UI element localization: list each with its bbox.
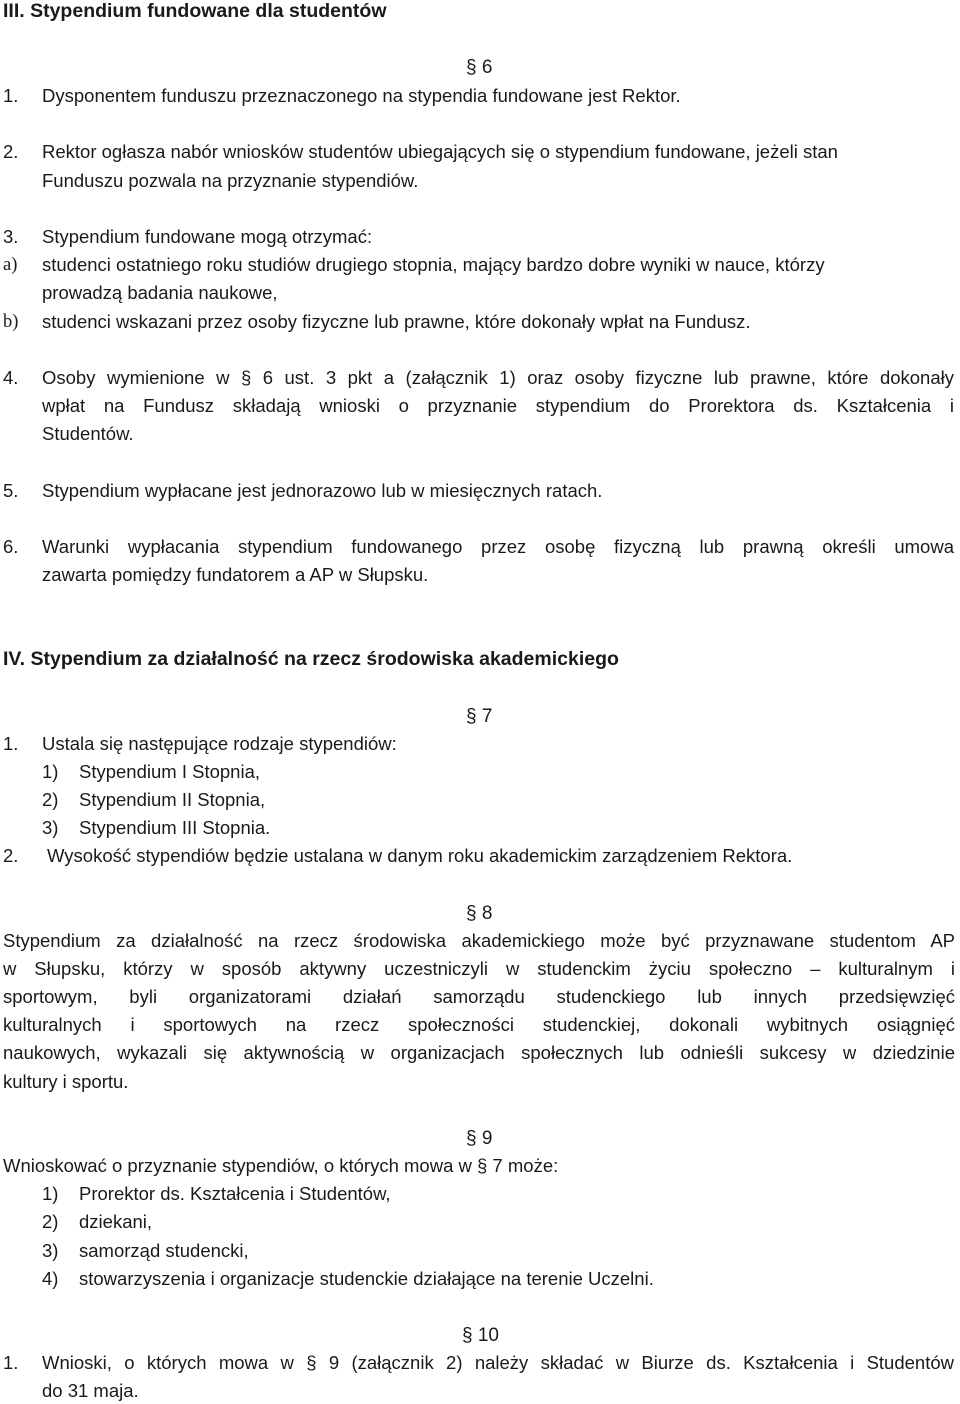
sub-item-text: studenci wskazani przez osoby fizyczne lub prawne, które dokonały wpłat na Fundusz. (42, 311, 751, 332)
item-text: do 31 maja. (42, 1380, 139, 1401)
list-item-number: 4) (42, 1268, 59, 1289)
list-item-text: stowarzyszenia i organizacje studenckie działające na terenie Uczelni. (79, 1268, 654, 1289)
paragraph-line: Stypendium za działalność na rzecz środowiska akademickiego może być przyznawane studentom AP (3, 930, 955, 951)
sub-item-number: 2) (42, 789, 59, 810)
item-text: Rektor ogłasza nabór wniosków studentów ubiegających się o stypendium fundowane, jeżeli stan (42, 141, 838, 162)
paragraph-line: naukowych, wykazali się aktywnością w organizacjach społecznych lub odnieśli sukcesy w dziedzinie (3, 1042, 955, 1063)
item-text: Ustala się następujące rodzaje stypendiów: (42, 733, 397, 754)
item-text: Wysokość stypendiów będzie ustalana w danym roku akademickim zarządzeniem Rektora. (47, 845, 793, 866)
paragraph-line: kultury i sportu. (3, 1071, 129, 1092)
item-number: 2. (3, 845, 19, 866)
item-text: wpłat na Fundusz składają wnioski o przyznanie stypendium do Prorektora ds. Kształcenia i (42, 395, 954, 416)
paragraph-intro: Wnioskować o przyznanie stypendiów, o których mowa w § 7 może: (3, 1155, 559, 1176)
sub-item-text: Stypendium III Stopnia. (79, 817, 271, 838)
list-item-number: 2) (42, 1211, 59, 1232)
item-text: Stypendium fundowane mogą otrzymać: (42, 226, 373, 247)
item-text: Dysponentem funduszu przeznaczonego na stypendia fundowane jest Rektor. (42, 85, 681, 106)
section-4-heading: IV. Stypendium za działalność na rzecz środowiska akademickiego (3, 648, 619, 670)
list-item-text: samorząd studencki, (79, 1240, 249, 1261)
item-text: Studentów. (42, 423, 134, 444)
item-text: Funduszu pozwala na przyznanie stypendiów. (42, 170, 419, 191)
item-text: Stypendium wypłacane jest jednorazowo lub w miesięcznych ratach. (42, 480, 603, 501)
section-3-heading: III. Stypendium fundowane dla studentów (3, 0, 387, 22)
sub-item-text: prowadzą badania naukowe, (42, 282, 278, 303)
paragraph-mark-6: § 6 (466, 57, 493, 78)
item-text: Wnioski, o których mowa w § 9 (załącznik 2) należy składać w Biurze ds. Kształcenia i Studentów (42, 1352, 954, 1373)
paragraph-mark-8: § 8 (466, 903, 493, 924)
paragraph-mark-9: § 9 (466, 1128, 493, 1149)
sub-item-text: studenci ostatniego roku studiów drugiego stopnia, mający bardzo dobre wyniki w nauce, którzy (42, 254, 825, 275)
sub-item-number: 1) (42, 761, 59, 782)
item-number: 1. (3, 85, 19, 106)
item-number: 3. (3, 226, 19, 247)
list-item-number: 3) (42, 1240, 59, 1261)
paragraph-line: sportowym, byli organizatorami działań samorządu studenckiego lub innych przedsięwzięć (3, 986, 955, 1007)
sub-item-number: 3) (42, 817, 59, 838)
sub-item-letter: a) (3, 255, 18, 275)
list-item-text: dziekani, (79, 1211, 153, 1232)
item-text: Osoby wymienione w § 6 ust. 3 pkt a (załącznik 1) oraz osoby fizyczne lub prawne, które dokonały (42, 367, 954, 388)
paragraph-mark-7: § 7 (466, 706, 493, 727)
item-number: 4. (3, 367, 19, 388)
sub-item-text: Stypendium I Stopnia, (79, 761, 260, 782)
paragraph-mark-10: § 10 (462, 1325, 499, 1346)
list-item-text: Prorektor ds. Kształcenia i Studentów, (79, 1183, 391, 1204)
item-number: 5. (3, 480, 19, 501)
item-number: 1. (3, 1352, 19, 1373)
paragraph-line: kulturalnych i sportowych na rzecz społeczności studenckiej, dokonali wybitnych osiągnięć (3, 1014, 955, 1035)
item-text: zawarta pomiędzy fundatorem a AP w Słupsku. (42, 564, 429, 585)
sub-item-letter: b) (3, 312, 19, 332)
item-text: Warunki wypłacania stypendium fundowanego przez osobę fizyczną lub prawną określi umowa (42, 536, 954, 557)
list-item-number: 1) (42, 1183, 59, 1204)
item-number: 1. (3, 733, 19, 754)
item-number: 6. (3, 536, 19, 557)
paragraph-line: w Słupsku, którzy w sposób aktywny uczestniczyli w studenckim życiu społeczno – kulturalnym i (3, 958, 955, 979)
sub-item-text: Stypendium II Stopnia, (79, 789, 266, 810)
item-number: 2. (3, 141, 19, 162)
